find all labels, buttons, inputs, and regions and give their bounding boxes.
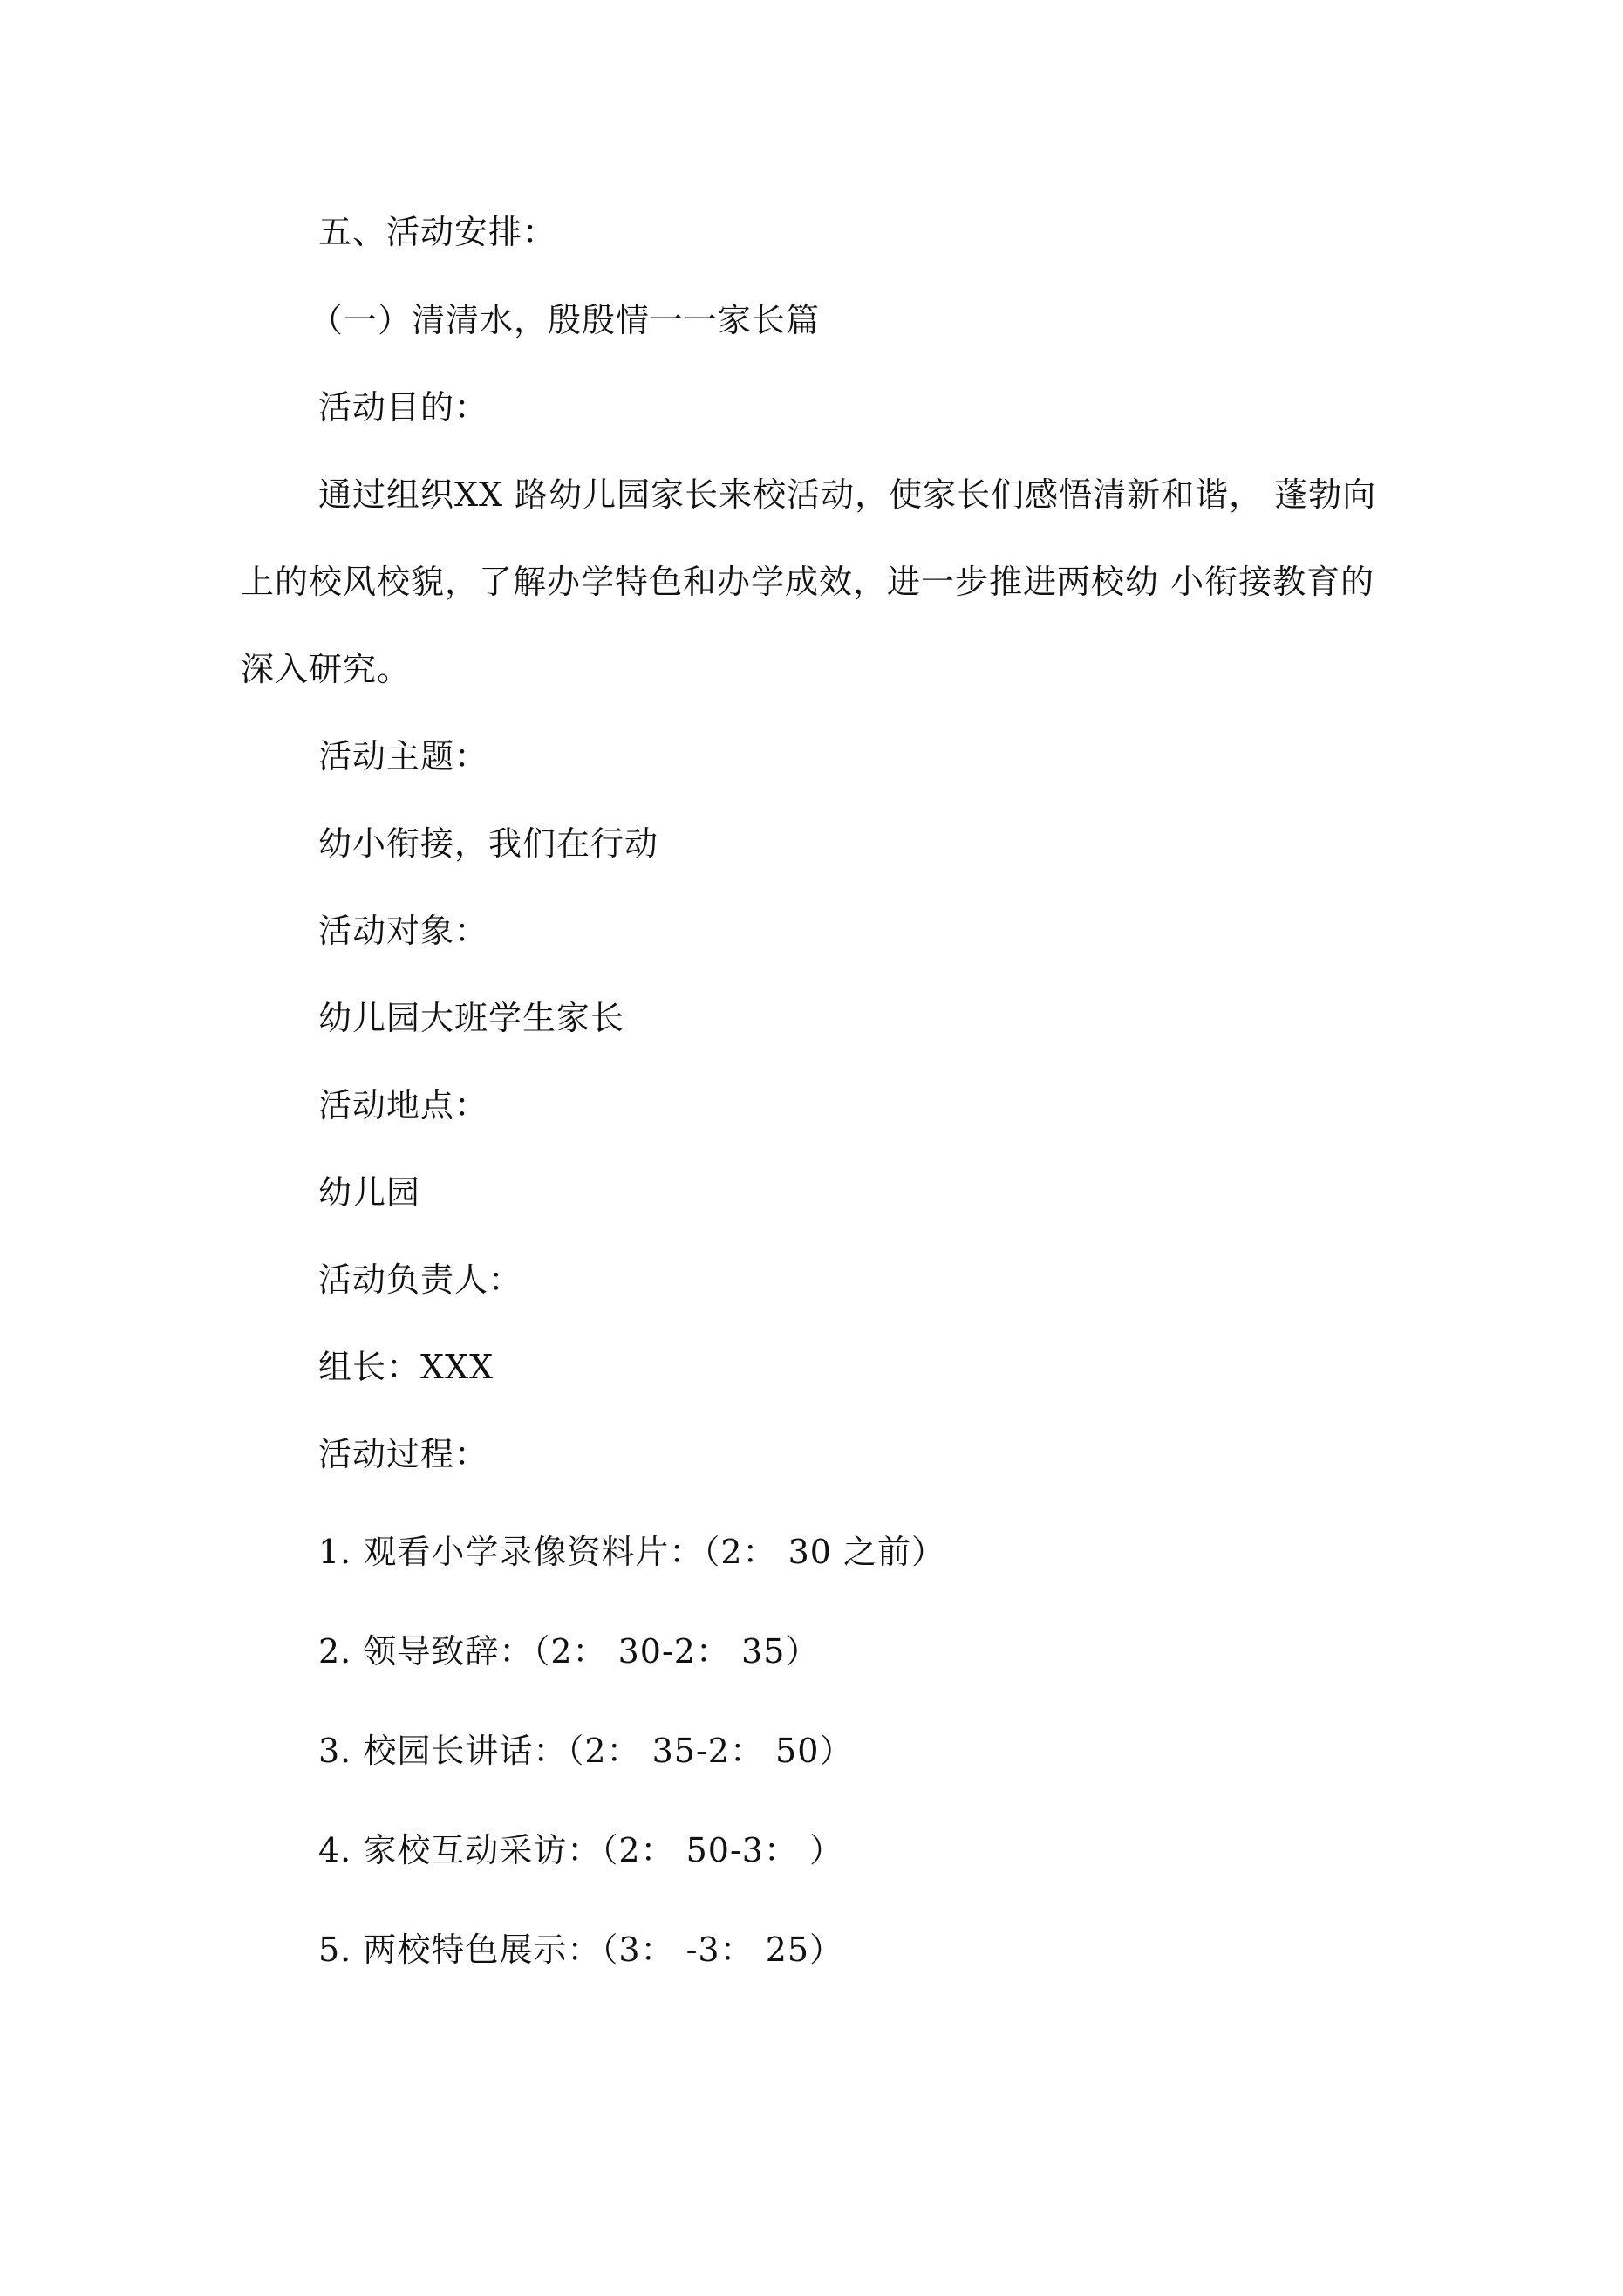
theme-label: 活动主题： bbox=[318, 737, 489, 776]
subsection-heading: （一）清清水，殷殷情一一家长篇 bbox=[310, 301, 821, 339]
location-value: 幼儿园 bbox=[318, 1173, 421, 1212]
purpose-paragraph-line-1: 通过组织XX 路幼儿园家长来校活动，使家长们感悟清新和谐， 蓬勃向 bbox=[318, 475, 1377, 514]
theme-value: 幼小衔接，我们在行动 bbox=[318, 824, 659, 863]
process-label: 活动过程： bbox=[318, 1435, 489, 1473]
audience-value: 幼儿园大班学生家长 bbox=[318, 999, 625, 1037]
process-step: 5. 两校特色展示：（3： -3： 25） bbox=[318, 1930, 844, 1969]
process-step: 3. 校园长讲话：（2： 35-2： 50） bbox=[318, 1732, 854, 1770]
section-heading: 五、活动安排： bbox=[318, 213, 557, 251]
purpose-label: 活动目的： bbox=[318, 388, 489, 427]
leader-value: 组长：XXX bbox=[318, 1348, 494, 1386]
leader-label: 活动负责人： bbox=[318, 1261, 523, 1299]
audience-label: 活动对象： bbox=[318, 912, 489, 950]
purpose-paragraph-line-2: 上的校风校貌，了解办学特色和办学成效，进一步推进两校幼 小衔接教育的 bbox=[241, 563, 1375, 601]
process-step: 4. 家校互动采访：（2： 50-3： ） bbox=[318, 1831, 844, 1869]
purpose-paragraph-line-3: 深入研究。 bbox=[241, 650, 412, 688]
process-step: 1. 观看小学录像资料片：（2： 30 之前） bbox=[318, 1533, 946, 1571]
process-step: 2. 领导致辞：（2： 30-2： 35） bbox=[318, 1632, 820, 1671]
location-label: 活动地点： bbox=[318, 1086, 489, 1124]
